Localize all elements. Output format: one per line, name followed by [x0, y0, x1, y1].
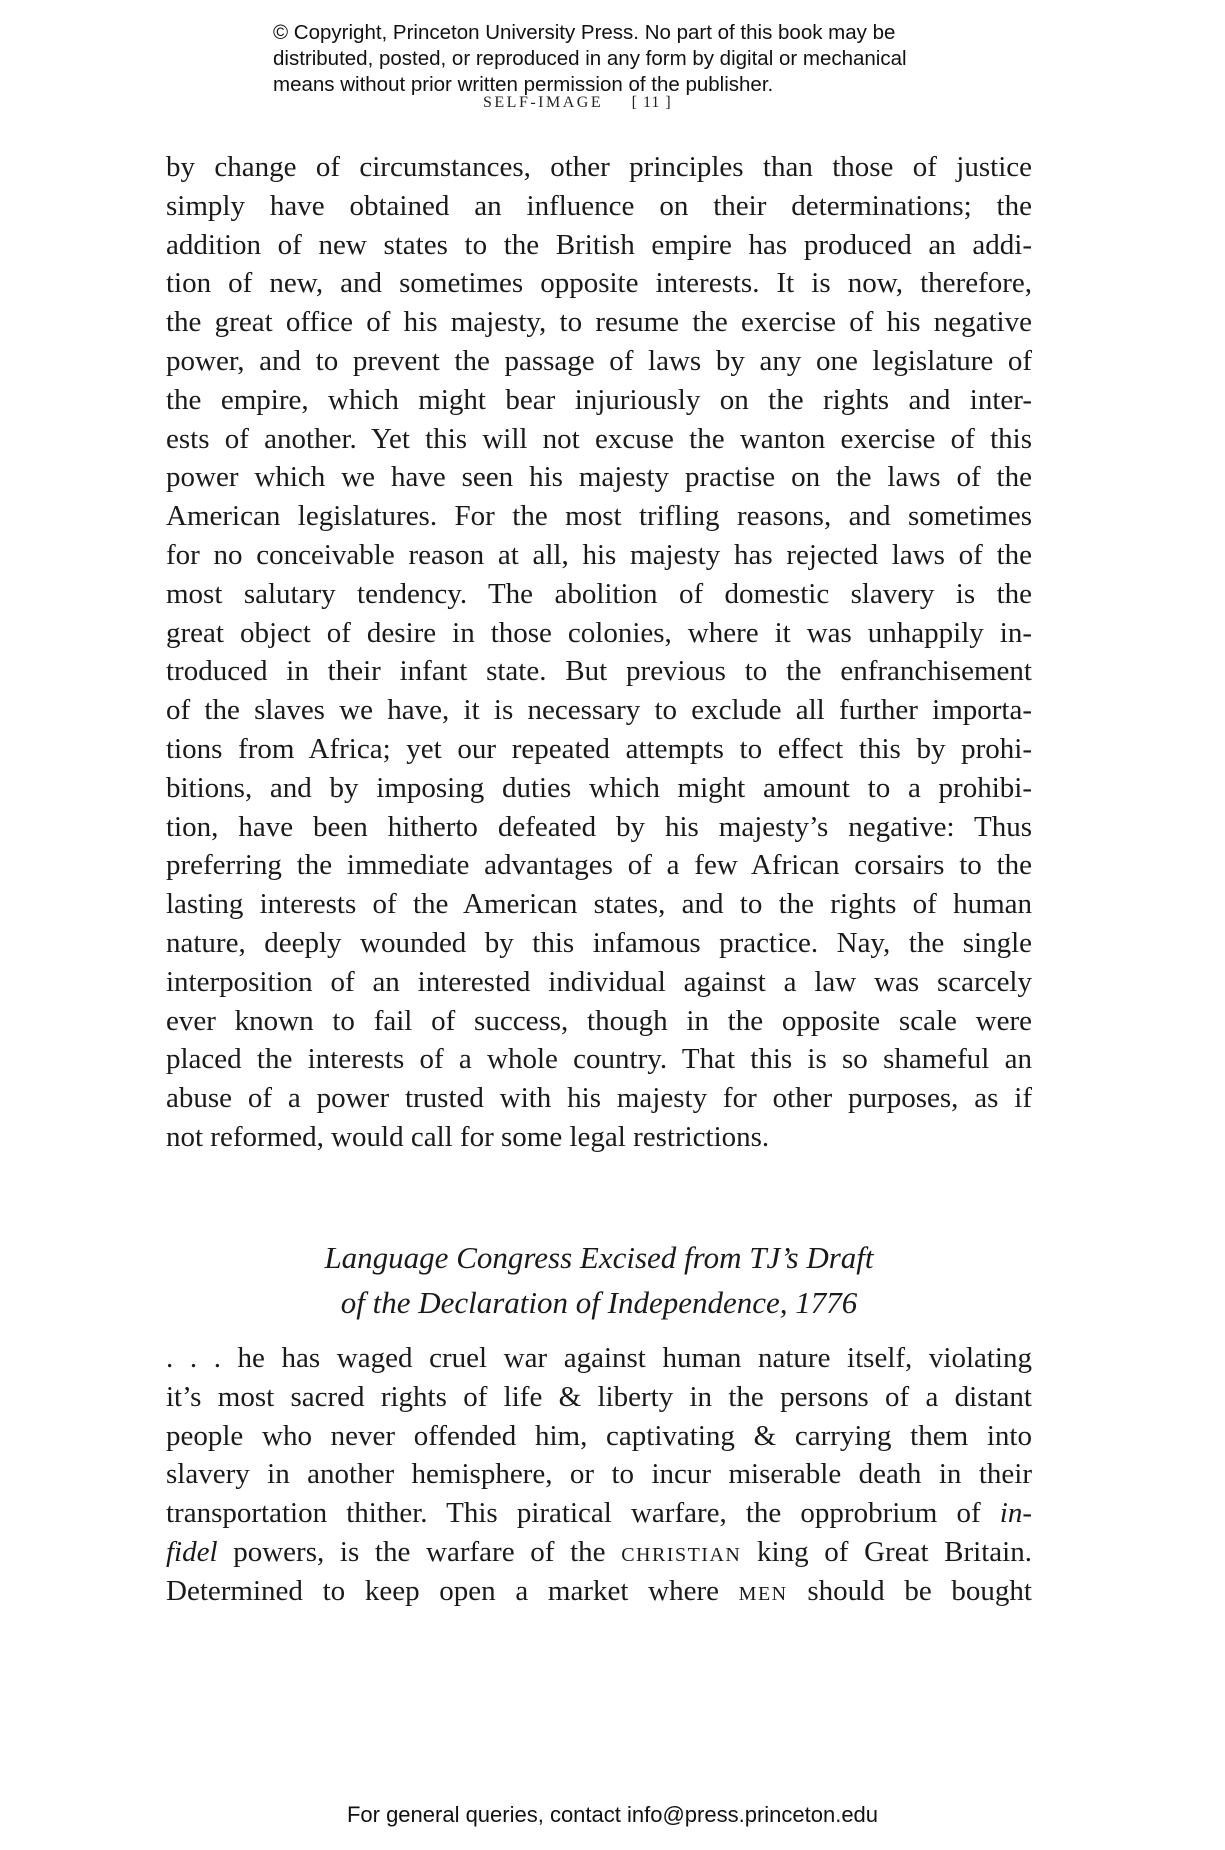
text-line: tions from Africa; yet our repeated attempts to effect this by prohi-	[166, 732, 1032, 765]
text-line: slavery in another hemisphere, or to incur miserable death in their	[166, 1458, 1032, 1491]
text-line: lasting interests of the American states, and to the rights of human	[166, 888, 1032, 921]
text-line: ever known to fail of success, though in the opposite scale were	[166, 1004, 1032, 1037]
text-line: nature, deeply wounded by this infamous practice. Nay, the single	[166, 926, 1032, 959]
text-line: troduced in their infant state. But previous to the enfranchisement	[166, 655, 1032, 688]
text-line: abuse of a power trusted with his majesty for other purposes, as if	[166, 1082, 1032, 1115]
text-line: ests of another. Yet this will not excuse the wanton exercise of this	[166, 422, 1032, 455]
text-run: Determined to keep open a market where	[166, 1574, 739, 1607]
text-line: interposition of an interested individual against a law was scarcely	[166, 965, 1032, 998]
footer-contact: For general queries, contact info@press.princeton.edu	[346, 1802, 879, 1827]
text-line	[166, 1494, 1032, 1533]
text-line	[166, 1533, 1032, 1572]
body-paragraph-2	[166, 1339, 1032, 1611]
text-line: tion, have been hitherto defeated by his majesty’s negative: Thus	[166, 810, 1032, 843]
text-line: by change of circumstances, other principles than those of justice	[166, 151, 1032, 183]
text-line: most salutary tendency. The abolition of domestic slavery is the	[166, 577, 1032, 610]
text-line: tion of new, and sometimes opposite interests. It is now, therefore,	[166, 267, 1032, 300]
copyright-line: distributed, posted, or reproduced in any form by digital or mechanical	[273, 47, 907, 70]
copyright-notice	[273, 20, 993, 98]
text-line: great object of desire in those colonies, where it was unhappily in-	[166, 616, 1032, 649]
text-line: preferring the immediate advantages of a few African corsairs to the	[166, 849, 1032, 882]
text-line: power, and to prevent the passage of laws by any one legislature of	[166, 344, 1032, 377]
text-line	[166, 1572, 1032, 1611]
text-line: of the slaves we have, it is necessary to exclude all further importa-	[166, 694, 1032, 727]
text-line: people who never offended him, captivating & carrying them into	[166, 1419, 1032, 1452]
text-line: the great office of his majesty, to resume the exercise of his negative	[166, 306, 1032, 339]
text-line: placed the interests of a whole country. That this is so shameful an	[166, 1043, 1032, 1076]
text-line: for no conceivable reason at all, his majesty has rejected laws of the	[166, 538, 1032, 571]
section-heading-line: Language Congress Excised from TJ’s Draft	[324, 1240, 874, 1275]
text-line: addition of new states to the British empire has produced an addi-	[166, 228, 1032, 261]
text-run: should be bought	[787, 1574, 1032, 1607]
text-line: simply have obtained an influence on their determinations; the	[166, 189, 1032, 222]
page-number: [ 11 ]	[631, 94, 672, 111]
body-paragraph-1	[166, 148, 1032, 1157]
text-line: bitions, and by imposing duties which might amount to a prohibi-	[166, 771, 1032, 804]
running-head	[483, 94, 672, 112]
copyright-line: means without prior written permission of the publisher.	[273, 73, 774, 96]
section-heading	[166, 1235, 1032, 1325]
text-run: king of Great Britain.	[741, 1535, 1032, 1568]
italic-text: in-	[999, 1497, 1032, 1530]
small-caps-text: christian	[621, 1535, 742, 1568]
text-line: not reformed, would call for some legal restrictions.	[166, 1120, 770, 1153]
text-line: the empire, which might bear injuriously on the rights and inter-	[166, 383, 1032, 416]
section-heading-line: of the Declaration of Independence, 1776	[340, 1285, 858, 1320]
running-head-title: SELF-IMAGE	[483, 94, 604, 111]
copyright-line: © Copyright, Princeton University Press. No part of this book may be	[273, 21, 896, 44]
text-line: American legislatures. For the most trifling reasons, and sometimes	[166, 500, 1032, 533]
text-run: powers, is the warfare of the	[217, 1535, 622, 1568]
text-line: power which we have seen his majesty practise on the laws of the	[166, 461, 1032, 494]
text-run: transportation thither. This piratical warfare, the opprobrium of	[166, 1497, 1000, 1530]
small-caps-text: men	[738, 1574, 788, 1607]
italic-text: fidel	[166, 1535, 218, 1568]
text-line: . . . he has waged cruel war against human nature itself, violating	[166, 1342, 1032, 1374]
text-line: it’s most sacred rights of life & liberty in the persons of a distant	[166, 1380, 1032, 1413]
